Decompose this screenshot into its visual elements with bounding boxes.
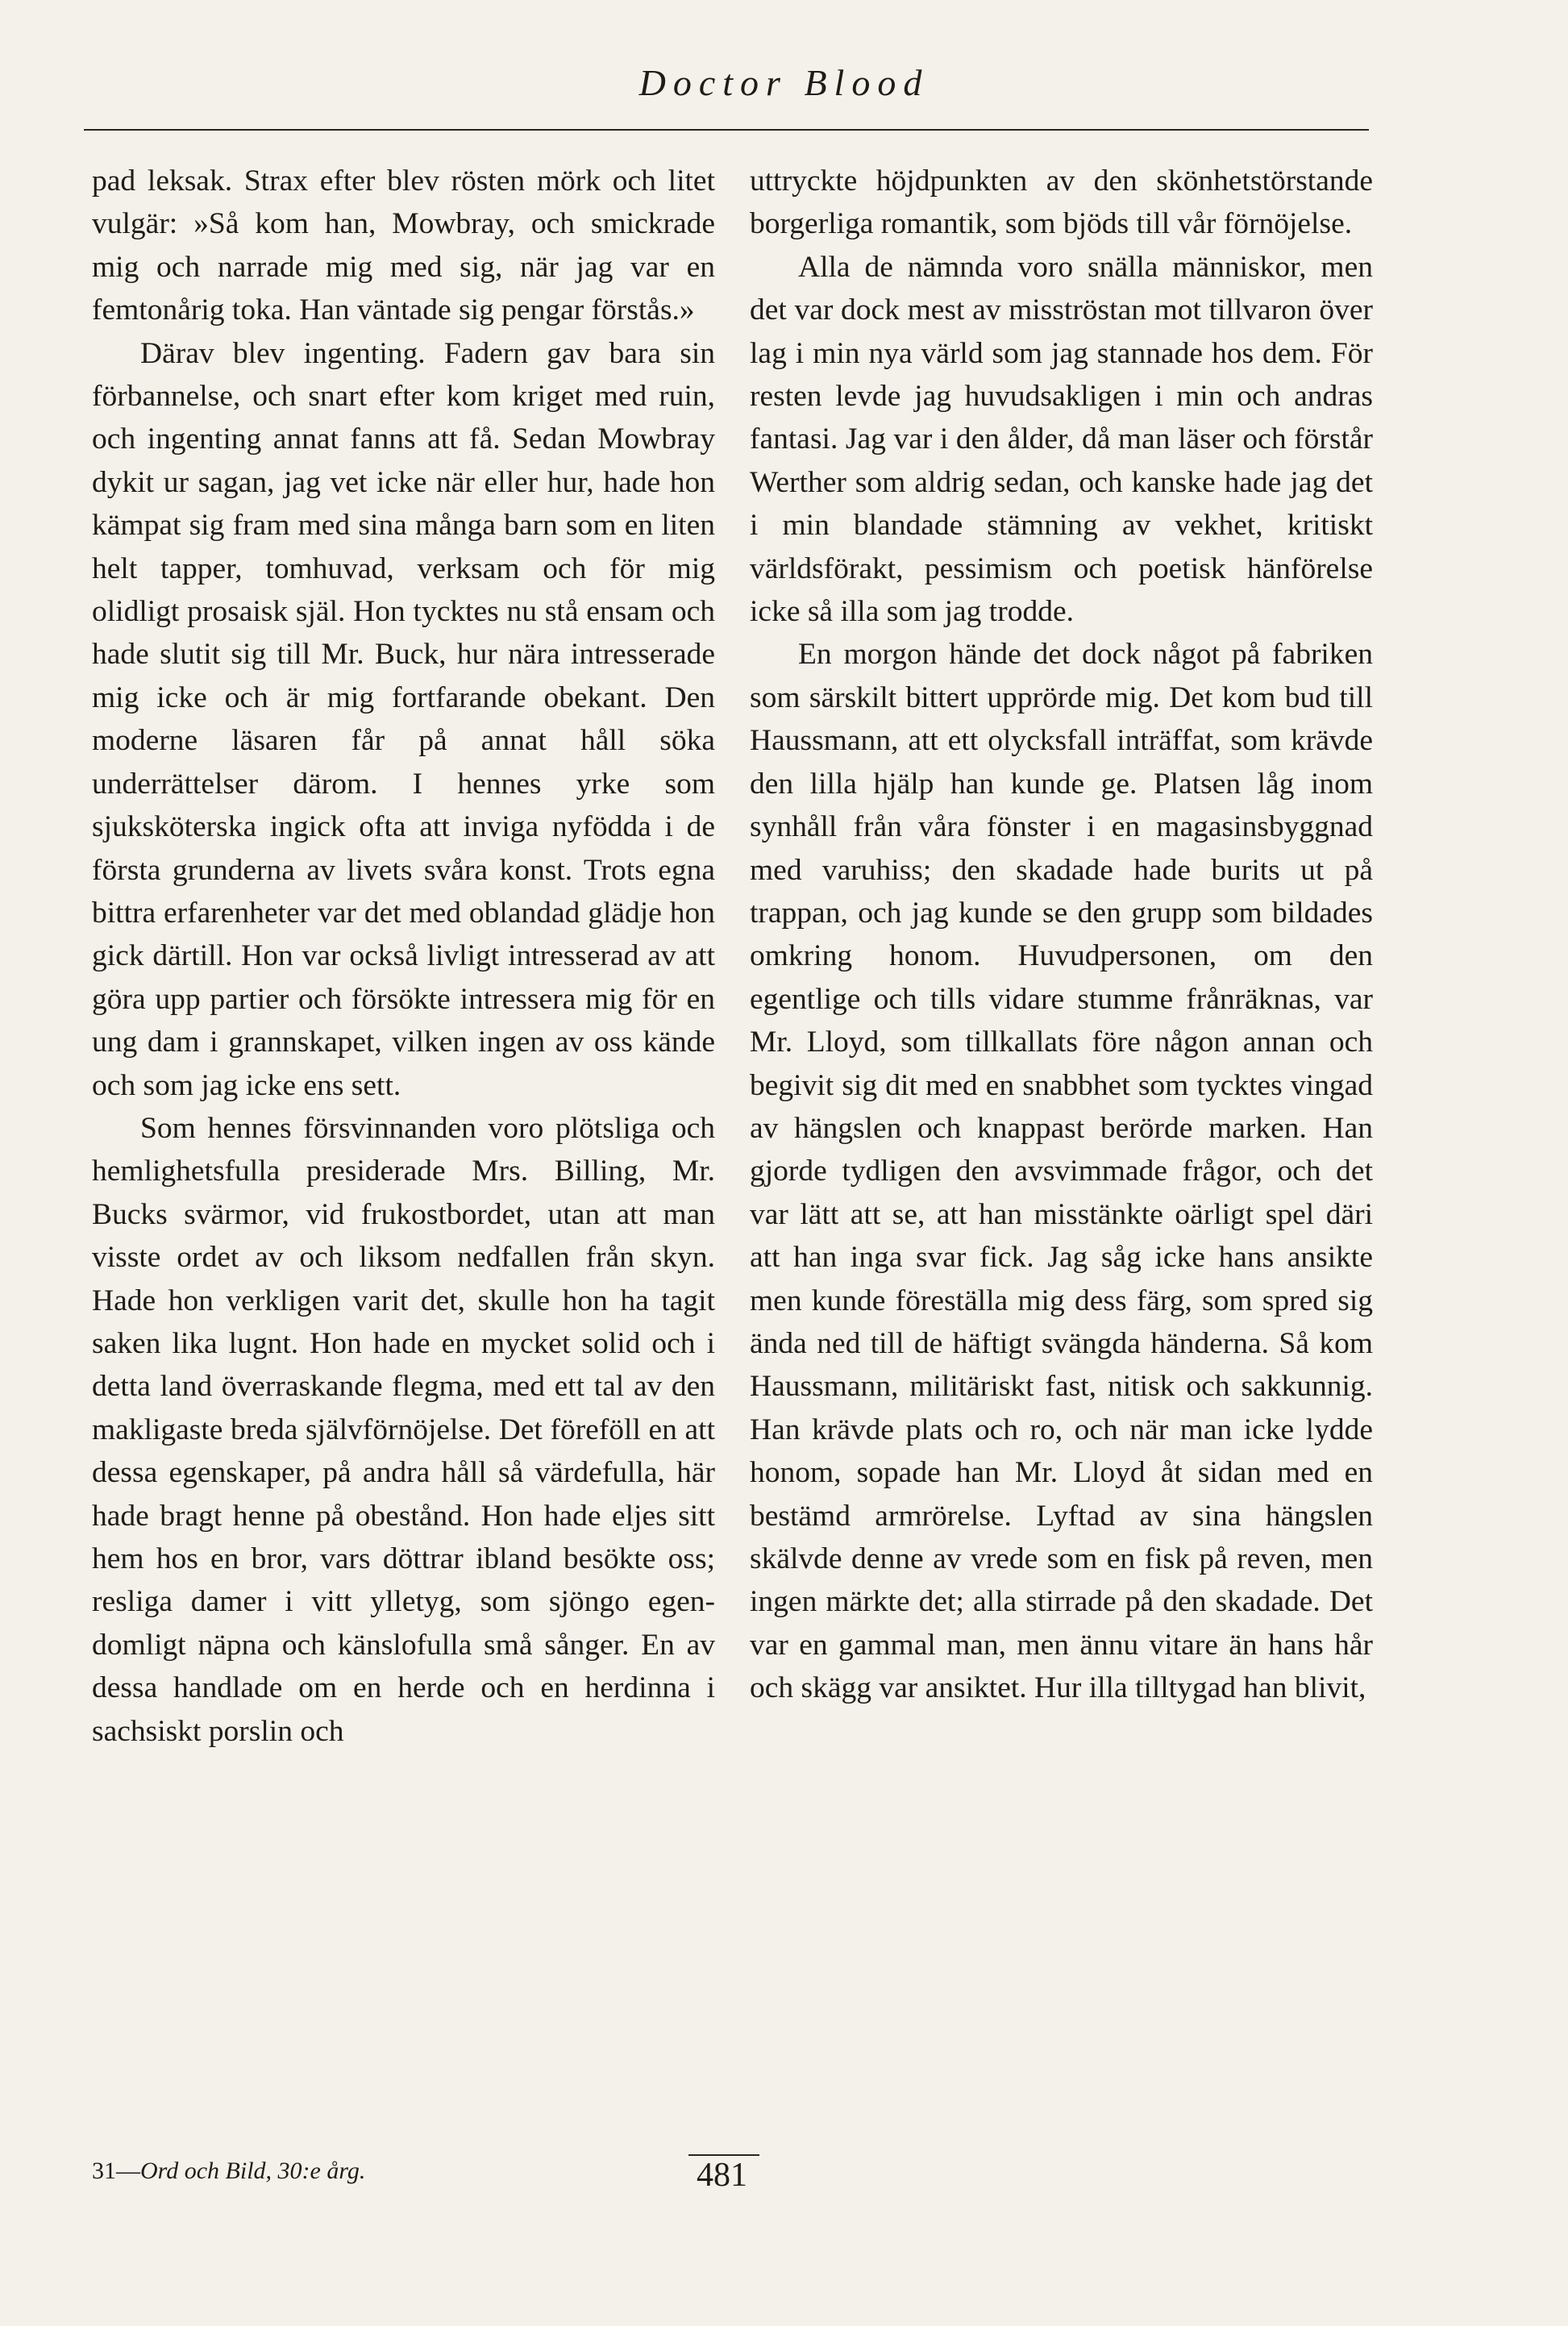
running-head-title: Doctor Blood [638,62,930,103]
signature-mark [92,2157,365,2185]
left-column [92,160,715,1753]
paragraph: uttryckte höjdpunkten av den skönhetstörstande borgerliga romantik, som bjöds till vår förnöjelse. [750,164,1373,241]
paragraph: Som hennes försvinnanden voro plötsliga och hemlighetsfulla presiderade Mrs. Billing, Mr. Bucks svärmor, vid frukostbordet, utan att man visste ordet av och liksom nedfallen från skyn. Hade hon verkligen varit det, skulle hon ha tagit saken lika lugnt. Hon hade en mycket solid och i detta land överraskande flegma, med ett tal av den makligaste breda självförnöjelse. Det föreföll en att dessa egenskaper, på andra håll så värdefulla, här hade bragt henne på obestånd. Hon hade eljes sitt hem hos en bror, vars döttrar ibland besökte oss; resliga damer i vitt ylletyg, som sjöngo egendomligt näpna och känslofulla små sånger. En av dessa handlade om en herde och en herdinna i sachsiskt porslin och [92,1111,715,1748]
header-rule [84,129,1369,131]
paragraph: Alla de nämnda voro snälla människor, men det var dock mest av misströstan mot tillvaron över lag i min nya värld som jag stannade hos dem. För resten levde jag huvudsakligen i min och andras fantasi. Jag var i den ålder, då man läser och förstår Werther som aldrig sedan, och kanske hade jag det i min blandade stämning av vekhet, kritiskt världsförakt, pessimism och poetisk hänförelse icke så illa som jag trodde. [750,250,1373,629]
paragraph: En morgon hände det dock något på fabriken som särskilt bittert upprörde mig. Det kom bud till Haussmann, att ett olycksfall inträffat, som krävde den lilla hjälp han kunde ge. Platsen låg inom synhåll från våra fönster i en magasinsbyggnad med varuhiss; den skadade hade burits ut på trappan, och jag kunde se den grupp som bildades omkring honom. Huvudpersonen, om den egentlige och tills vidare stumme frånräknas, var Mr. Lloyd, som tillkallats före någon annan och begivit sig dit med en snabbhet som tycktes vingad av hängslen och knappast berörde marken. Han gjorde tydligen den avsvimmade frågor, och det var lätt att se, att han misstänkte oärligt spel däri att han inga svar fick. Jag såg icke hans ansikte men kunde föreställa mig dess färg, som spred sig ända ned till de häftigt svängda händerna. Så kom Haussmann, militäriskt fast, nitisk och sakkunnig. Han krävde plats och ro, och när man icke lydde honom, sopade han Mr. Lloyd åt sidan med en bestämd armrörelse. Lyftad av sina hängslen skälvde denne av vrede som en fisk på reven, men ingen märkte det; alla stirrade på den skadade. Det var en gammal man, men ännu vitare än hans hår och skägg var ansiktet. Hur illa tilltygad han blivit, [750,638,1373,1705]
paragraph: pad leksak. Strax efter blev rösten mörk och litet vulgär: »Så kom han, Mowbray, och smickrade mig och narrade mig med sig, när jag var en femtonårig toka. Han väntade sig pengar förstås.» [92,164,715,327]
signature-text: Ord och Bild, 30:e årg. [140,2157,366,2184]
page-number: 481 [697,2157,747,2194]
paragraph: Därav blev ingenting. Fadern gav bara sin förbannelse, och snart efter kom kriget med ruin, och ingenting annat fanns att få. Sedan Mowbray dykit ur sagan, jag vet icke när eller hur, hade hon kämpat sig fram med sina många barn som en liten helt tapper, tomhuvad, verksam och för mig olidligt prosaisk själ. Hon tycktes nu stå ensam och hade slutit sig till Mr. Buck, hur nära intresserade mig icke och är mig fortfarande obekant. Den moderne läsaren får på annat håll söka underrättelser därom. I hennes yrke som sjuksköterska ingick ofta att inviga nyfödda i de första grunderna av livets svåra konst. Trots egna bittra erfarenheter var det med oblandad glädje hon gick därtill. Hon var också livligt intresserad av att göra upp partier och försökte intressera mig för en ung dam i grannskapet, vilken ingen av oss kände och som jag icke ens sett. [92,336,715,1102]
signature-number: 31 [92,2157,116,2184]
signature-dash: — [116,2157,140,2184]
right-column [750,160,1373,1710]
